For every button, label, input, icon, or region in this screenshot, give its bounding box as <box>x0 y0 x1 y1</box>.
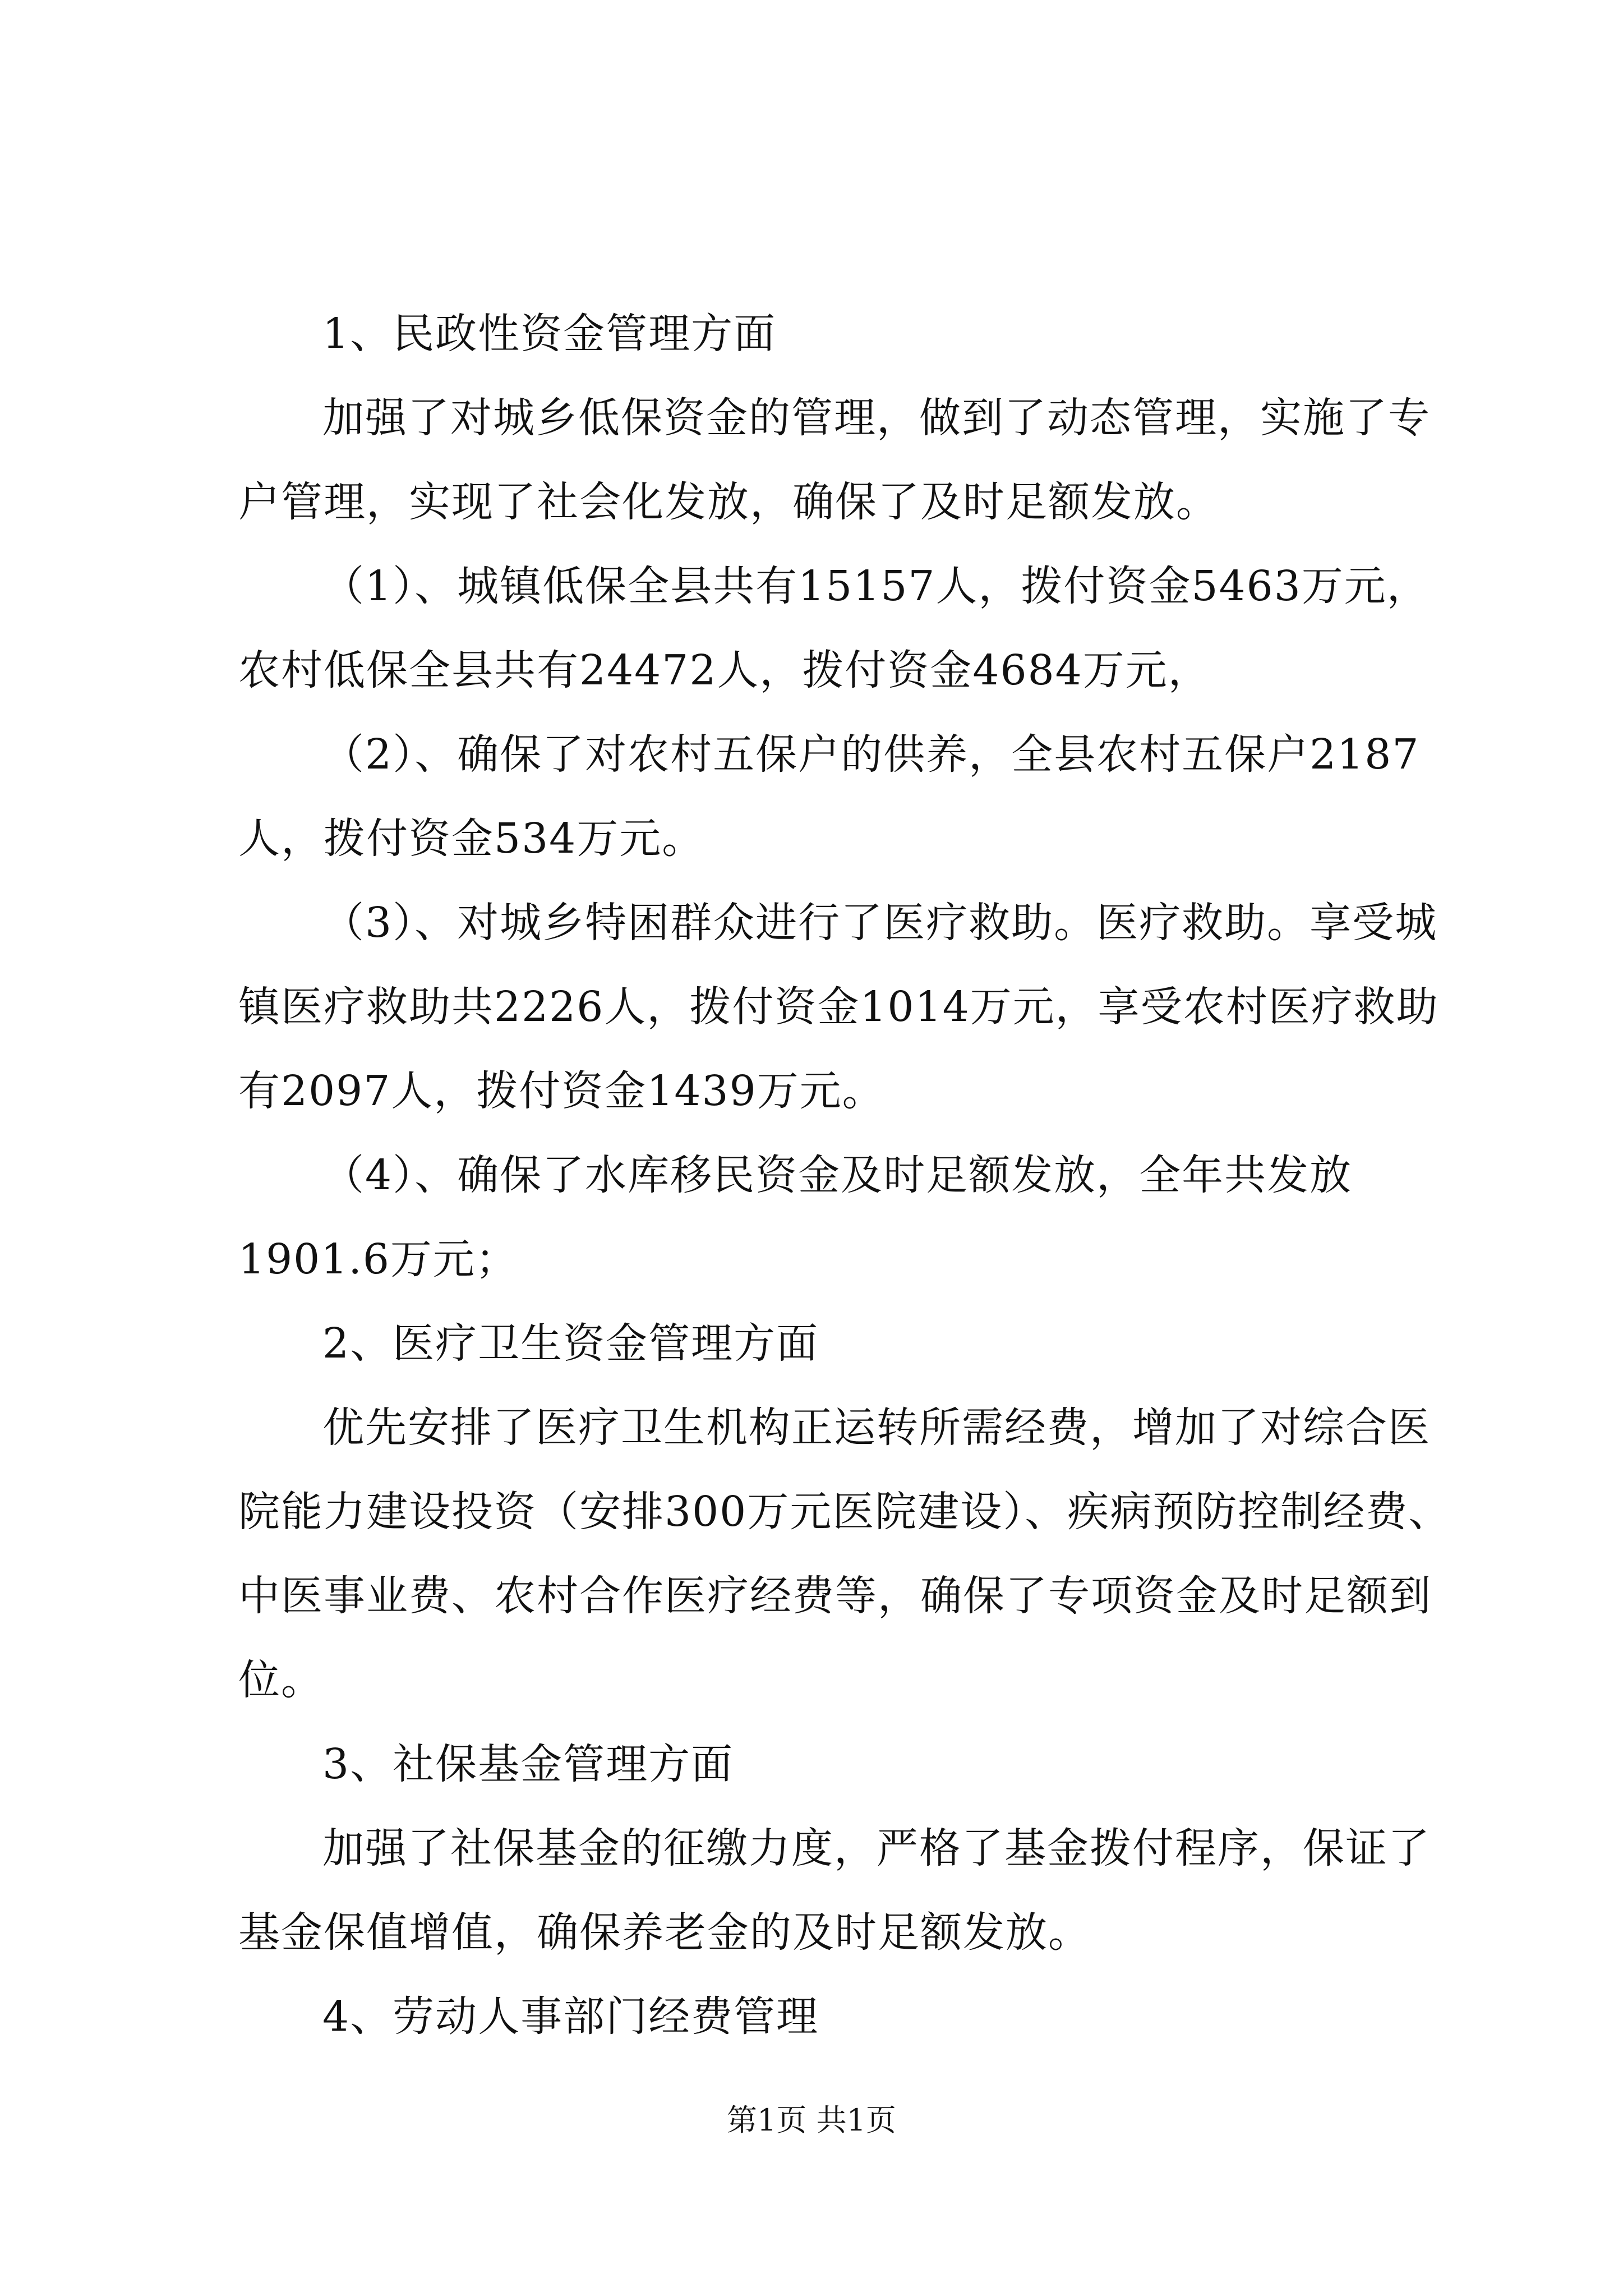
paragraph-line: 中医事业费、农村合作医疗经费等，确保了专项资金及时足额到 <box>238 1572 1432 1620</box>
paragraph-line: （1）、城镇低保全县共有15157人，拨付资金5463万元， <box>322 562 1430 610</box>
paragraph-line: 户管理，实现了社会化发放，确保了及时足额发放。 <box>238 478 1219 526</box>
paragraph-line: 位。 <box>238 1656 324 1704</box>
section-heading-4: 4、劳动人事部门经费管理 <box>322 1993 819 2041</box>
paragraph-line: 1901.6万元； <box>238 1235 518 1283</box>
paragraph-line: 基金保值增值，确保养老金的及时足额发放。 <box>238 1908 1091 1957</box>
paragraph-line: （4）、确保了水库移民资金及时足额发放，全年共发放 <box>322 1151 1353 1199</box>
paragraph-line: 镇医疗救助共2226人，拨付资金1014万元，享受农村医疗救助 <box>238 983 1439 1031</box>
paragraph-line: 优先安排了医疗卫生机构正运转所需经费，增加了对综合医 <box>322 1404 1431 1452</box>
paragraph-line: 院能力建设投资（安排300万元医院建设）、疾病预防控制经费、 <box>238 1488 1451 1536</box>
paragraph-line: 人，拨付资金534万元。 <box>238 815 705 863</box>
paragraph-line: 加强了对城乡低保资金的管理，做到了动态管理，实施了专 <box>322 394 1431 442</box>
paragraph-line: （2）、确保了对农村五保户的供养，全县农村五保户2187 <box>322 730 1420 779</box>
paragraph-line: 农村低保全县共有24472人，拨付资金4684万元， <box>238 646 1211 694</box>
paragraph-line: 有2097人，拨付资金1439万元。 <box>238 1067 885 1115</box>
section-heading-1: 1、民政性资金管理方面 <box>322 310 777 358</box>
paragraph-line: （3）、对城乡特困群众进行了医疗救助。医疗救助。享受城 <box>322 899 1438 947</box>
section-heading-3: 3、社保基金管理方面 <box>322 1740 734 1788</box>
paragraph-line: 加强了社保基金的征缴力度，严格了基金拨付程序，保证了 <box>322 1824 1431 1872</box>
section-heading-2: 2、医疗卫生资金管理方面 <box>322 1319 819 1368</box>
page-footer: 第1页 共1页 <box>727 2102 896 2138</box>
document-body <box>238 292 1451 2059</box>
